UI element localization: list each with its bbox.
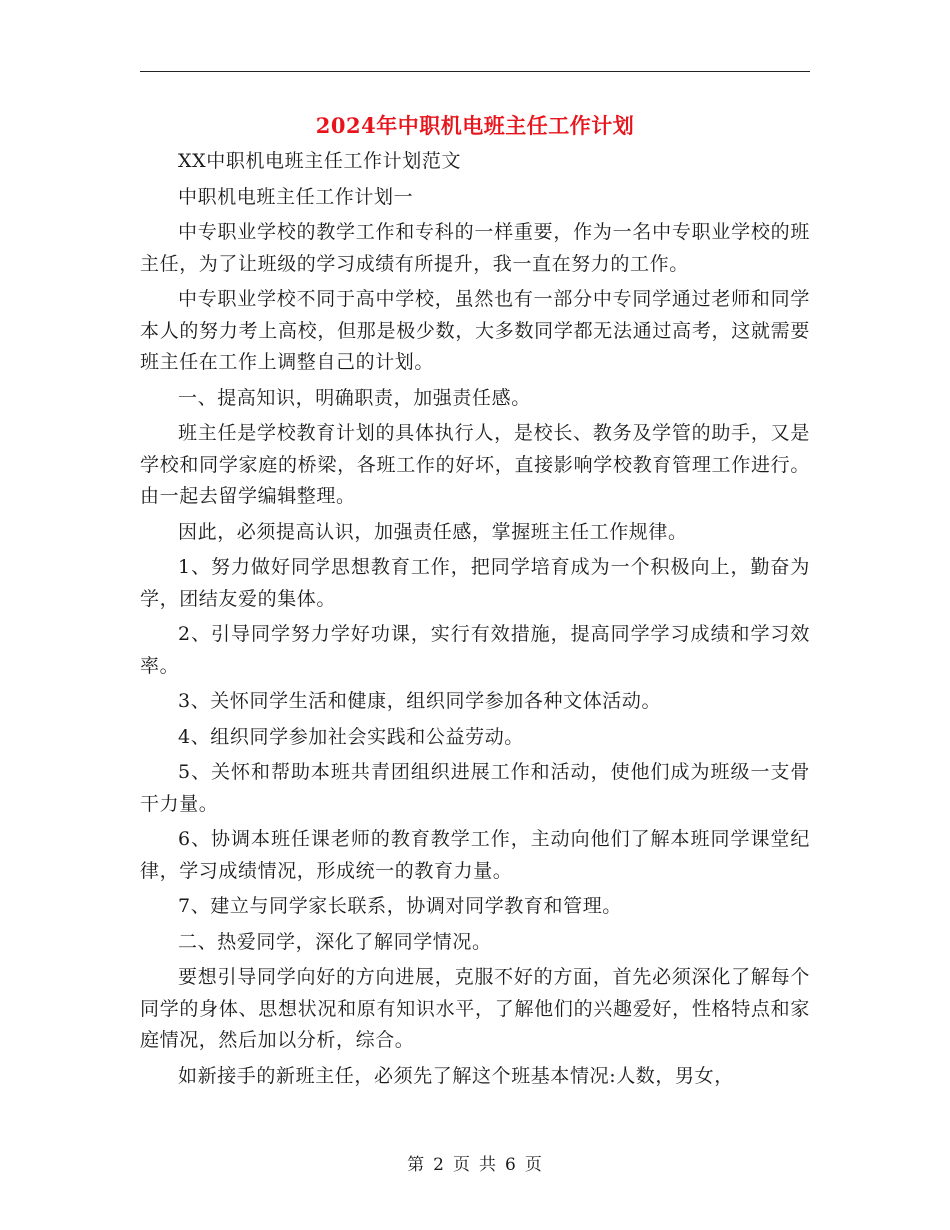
paragraph: 因此，必须提高认识，加强责任感，掌握班主任工作规律。 [178, 520, 688, 543]
footer-label-gong: 共 [479, 1155, 497, 1175]
paragraph: 中专职业学校不同于高中学校，虽然也有一部分中专同学通过老师和同学本人的努力考上高校，但那是极少数，大多数同学都无法通过高考，这就需要班主任在工作上调整自己的计划。 [140, 288, 810, 373]
list-item: 3、关怀同学生活和健康，组织同学参加各种文体活动。 [178, 690, 662, 712]
footer-label-di: 第 [407, 1155, 426, 1175]
page-footer [0, 1153, 950, 1177]
list-item: 7、建立与同学家长联系，协调对同学教育和管理。 [178, 895, 622, 917]
paragraph: 中职机电班主任工作计划一 [178, 185, 414, 208]
section-heading: 二、热爱同学，深化了解同学情况。 [178, 930, 492, 953]
list-item: 1、努力做好同学思想教育工作，把同学培育成为一个积极向上，勤奋为学，团结友爱的集体。 [140, 556, 810, 610]
paragraph: 如新接手的新班主任，必须先了解这个班基本情况:人数，男女， [178, 1064, 734, 1087]
total-page-count: 6 [505, 1155, 517, 1175]
list-item: 4、组织同学参加社会实践和公益劳动。 [178, 725, 524, 748]
paragraph: 中专职业学校的教学工作和专科的一样重要，作为一名中专职业学校的班主任，为了让班级的学习成绩有所提升，我一直在努力的工作。 [140, 221, 810, 275]
paragraph: 班主任是学校教育计划的具体执行人，是校长、教务及学管的助手，又是学校和同学家庭的桥梁，各班工作的好坏，直接影响学校教育管理工作进行。由一起去留学编辑整理。 [140, 422, 810, 507]
paragraph: 要想引导同学向好的方向进展，克服不好的方面，首先必须深化了解每个同学的身体、思想状况和原有知识水平，了解他们的兴趣爱好，性格特点和家庭情况，然后加以分析，综合。 [140, 966, 810, 1051]
document-body [140, 146, 810, 1096]
list-item: 2、引导同学努力学好功课，实行有效措施，提高同学学习成绩和学习效率。 [140, 623, 810, 677]
list-item: 6、协调本班任课老师的教育教学工作，主动向他们了解本班同学课堂纪律，学习成绩情况，形成统一的教育力量。 [140, 828, 810, 882]
document-title: 2024年中职机电班主任工作计划 [315, 113, 635, 138]
current-page-number: 2 [433, 1155, 445, 1175]
footer-label-ye2: 页 [524, 1155, 543, 1175]
section-heading: 一、提高知识，明确职责，加强责任感。 [178, 386, 531, 409]
paragraph: XX中职机电班主任工作计划范文 [178, 150, 462, 172]
list-item: 5、关怀和帮助本班共青团组织进展工作和活动，使他们成为班级一支骨干力量。 [140, 761, 810, 815]
footer-label-ye: 页 [453, 1155, 471, 1175]
header-rule [140, 71, 810, 72]
